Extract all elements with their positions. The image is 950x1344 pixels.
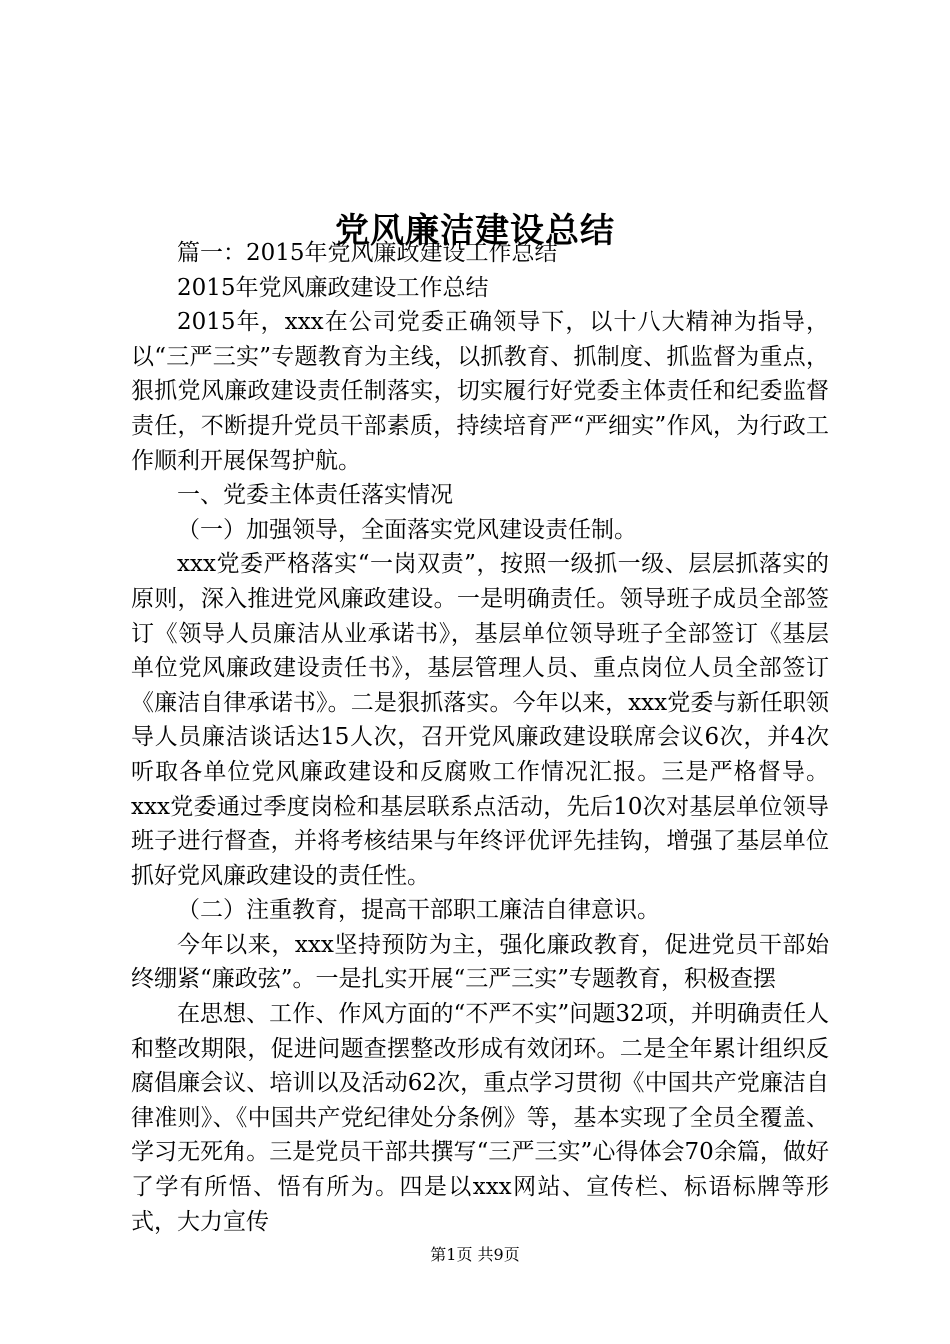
paragraph-4: 一、党委主体责任落实情况 — [177, 482, 453, 509]
paragraph-5: （一）加强领导，全面落实党风建设责任制。 — [177, 516, 637, 543]
paragraph-6: xxx党委严格落实“一岗双责”，按照一级抓一级、层层抓落实的原则，深入推进党风廉政建设。一是明确责任。领导班子成员全部签订《领导人员廉洁从业承诺书》，基层单位领导班子全部签订《基层单位党风廉政建设责任书》，基层管理人员、重点岗位人员全部签订《廉洁自律承诺书》。二是狠抓落实。今年以来，xxx党委与新任职领导人员廉洁谈话达15人次，召开党风廉政建设联席会议6次，并4次听取各单位党风廉政建设和反腐败工作情况汇报。三是严格督导。xxx党委通过季度岗检和基层联系点活动，先后10次对基层单位领导班子进行督查，并将考核结果与年终评优评先挂钩，增强了基层单位抓好党风廉政建设的责任性。 — [131, 551, 829, 889]
document-body — [131, 236, 829, 1239]
paragraph-1: 篇一：2015年党风廉政建设工作总结 — [177, 240, 558, 266]
paragraph-2: 2015年党风廉政建设工作总结 — [177, 274, 489, 301]
page-number-footer: 第1页 共9页 — [430, 1245, 520, 1264]
document-title: 党风廉洁建设总结 — [335, 210, 615, 251]
paragraph-7: （二）注重教育，提高干部职工廉洁自律意识。 — [177, 897, 660, 924]
paragraph-3: 2015年，xxx在公司党委正确领导下，以十八大精神为指导，以“三严三实”专题教育为主线，以抓教育、抓制度、抓监督为重点，狠抓党风廉政建设责任制落实，切实履行好党委主体责任和纪委监督责任，不断提升党员干部素质，持续培育严“严细实”作风，为行政工作顺利开展保驾护航。 — [131, 309, 829, 474]
paragraph-8: 今年以来，xxx坚持预防为主，强化廉政教育，促进党员干部始终绷紧“廉政弦”。一是扎实开展“三严三实”专题教育，积极查摆 — [131, 931, 829, 993]
paragraph-9: 在思想、工作、作风方面的“不严不实”问题32项，并明确责任人和整改期限，促进问题查摆整改形成有效闭环。二是全年累计组织反腐倡廉会议、培训以及活动62次，重点学习贯彻《中国共产党廉洁自律准则》、《中国共产党纪律处分条例》等，基本实现了全员全覆盖、学习无死角。三是党员干部共撰写“三严三实”心得体会70余篇，做好了学有所悟、悟有所为。四是以xxx网站、宣传栏、标语标牌等形式，大力宣传 — [131, 1001, 829, 1235]
